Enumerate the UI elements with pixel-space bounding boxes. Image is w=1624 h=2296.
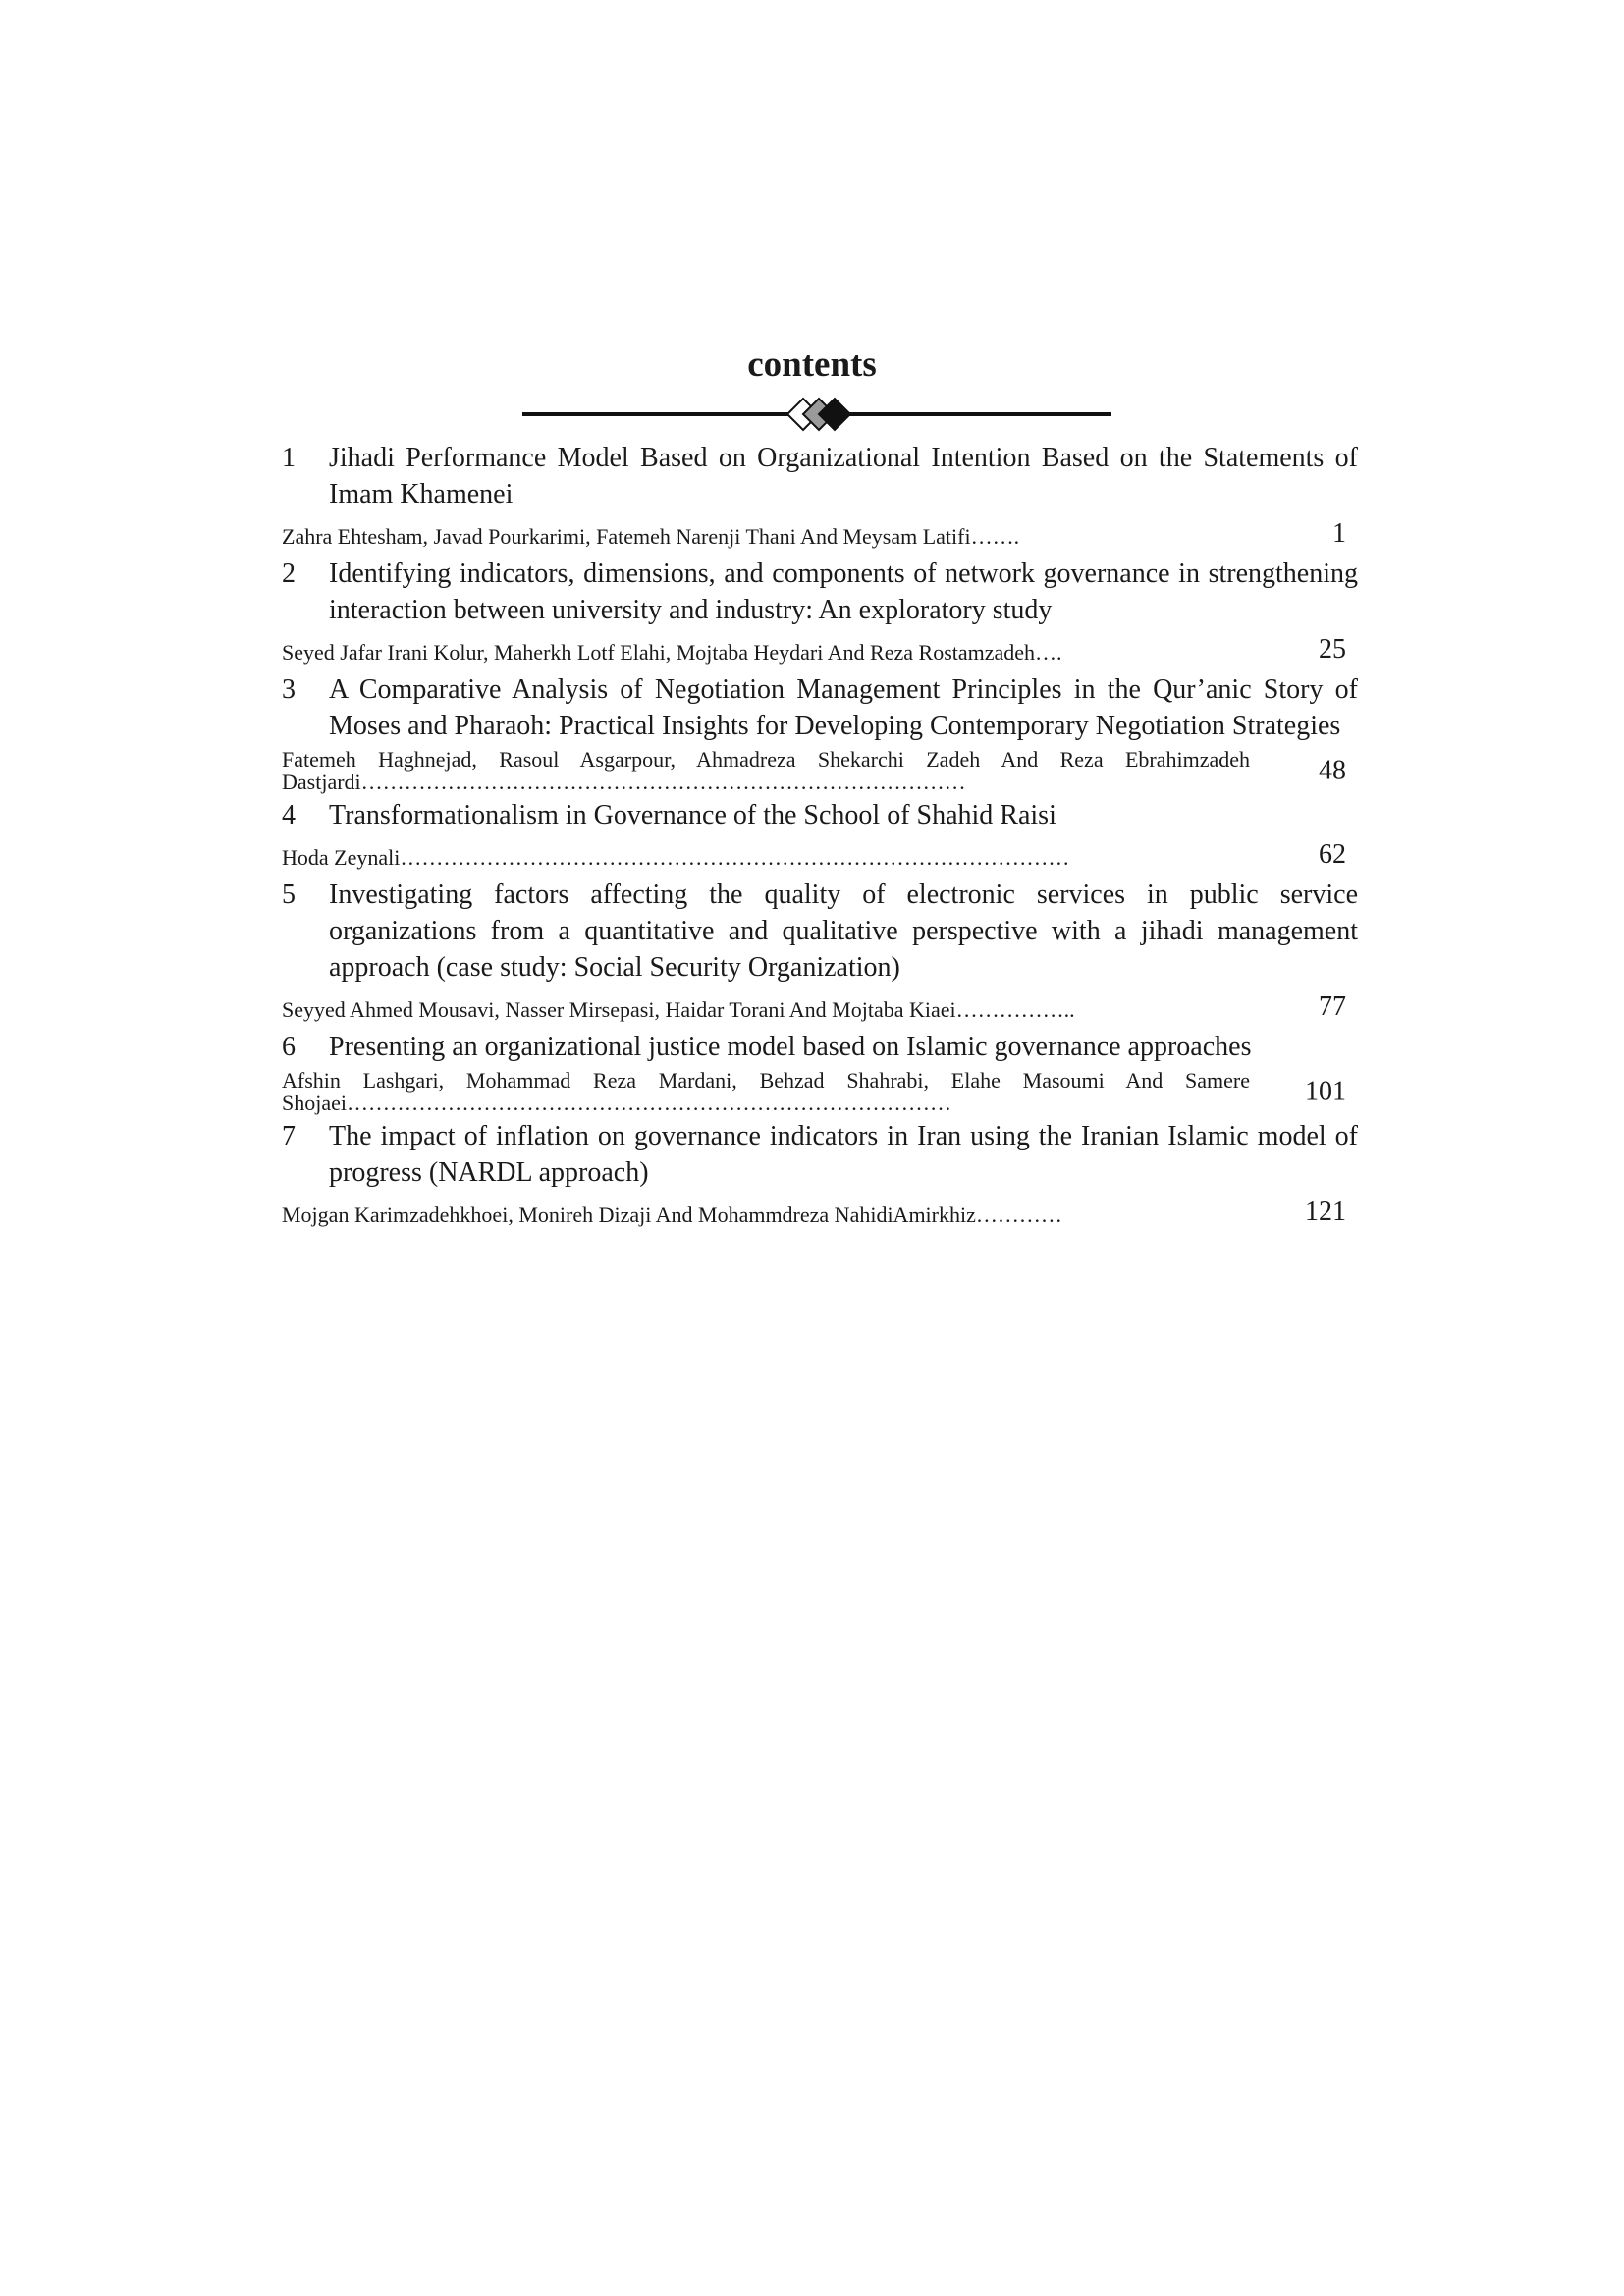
- entry-authors: Hoda Zeynali…………………………………………………………………………………: [282, 845, 1070, 870]
- entry-page-number: 101: [1305, 1076, 1346, 1107]
- entry-title-text: Investigating factors affecting the quality of electronic services in public service organizations from a quantitative and qualitative perspective with a jihadi management approach (case study: Social Security Organization): [329, 880, 1358, 983]
- entry-title-text: Presenting an organizational justice model based on Islamic governance approaches: [329, 1032, 1252, 1062]
- entry-authors-row: [282, 986, 1358, 1029]
- entry-title: [282, 877, 1358, 986]
- entry-number: 7: [282, 1121, 296, 1151]
- entry-authors-row: [282, 512, 1358, 556]
- toc-entry-4[interactable]: [282, 797, 1358, 877]
- entry-number: 2: [282, 559, 296, 589]
- entry-authors-row: [282, 1191, 1358, 1234]
- entry-authors: Seyyed Ahmed Mousavi, Nasser Mirsepasi, Haidar Torani And Mojtaba Kiaei……………..: [282, 997, 1075, 1022]
- entry-title: [282, 797, 1358, 833]
- entry-page-number: 77: [1319, 991, 1346, 1022]
- entry-authors: Zahra Ehtesham, Javad Pourkarimi, Fatemeh Narenji Thani And Meysam Latifi…….: [282, 524, 1020, 549]
- entry-title: [282, 556, 1358, 628]
- toc-entry-2[interactable]: [282, 556, 1358, 671]
- entry-number: 5: [282, 880, 296, 910]
- toc-entry-5[interactable]: [282, 877, 1358, 1029]
- entry-number: 3: [282, 674, 296, 705]
- entry-title: [282, 440, 1358, 512]
- entry-authors: Seyed Jafar Irani Kolur, Maherkh Lotf Elahi, Mojtaba Heydari And Reza Rostamzadeh….: [282, 640, 1062, 665]
- entry-authors: Afshin Lashgari, Mohammad Reza Mardani, Behzad Shahrabi, Elahe Masoumi And Samere Shojaei…………………………………………………………………………: [282, 1068, 1250, 1115]
- entry-number: 4: [282, 800, 296, 830]
- entry-title: [282, 671, 1358, 744]
- entry-authors-row: [282, 1065, 1358, 1118]
- entry-number: 6: [282, 1032, 296, 1062]
- table-of-contents: [282, 440, 1358, 1234]
- entry-title-text: Identifying indicators, dimensions, and components of network governance in strengthening interaction between university and industry: An exploratory study: [329, 559, 1358, 625]
- entry-title-text: Jihadi Performance Model Based on Organizational Intention Based on the Statements of Imam Khamenei: [329, 443, 1358, 509]
- entry-authors-row: [282, 744, 1358, 797]
- entry-page-number: 1: [1332, 518, 1346, 549]
- entry-title: [282, 1029, 1358, 1065]
- entry-page-number: 121: [1305, 1197, 1346, 1227]
- entry-title-text: A Comparative Analysis of Negotiation Management Principles in the Qur’anic Story of Moses and Pharaoh: Practical Insights for Developing Contemporary Negotiation Strategies: [329, 674, 1358, 741]
- entry-title: [282, 1118, 1358, 1191]
- page-title: contents: [747, 345, 877, 385]
- entry-page-number: 25: [1319, 634, 1346, 665]
- toc-entry-3[interactable]: [282, 671, 1358, 797]
- entry-page-number: 62: [1319, 839, 1346, 870]
- title-ornament: [522, 394, 1111, 435]
- entry-authors-row: [282, 833, 1358, 877]
- entry-authors-row: [282, 628, 1358, 671]
- entry-page-number: 48: [1319, 755, 1346, 786]
- entry-title-text: Transformationalism in Governance of the School of Shahid Raisi: [329, 800, 1056, 830]
- entry-number: 1: [282, 443, 296, 473]
- entry-authors: Fatemeh Haghnejad, Rasoul Asgarpour, Ahmadreza Shekarchi Zadeh And Reza Ebrahimzadeh Dastjardi…………………………………………………………………………: [282, 747, 1250, 794]
- toc-entry-1[interactable]: [282, 440, 1358, 556]
- entry-title-text: The impact of inflation on governance indicators in Iran using the Iranian Islamic model of progress (NARDL approach): [329, 1121, 1358, 1188]
- toc-entry-6[interactable]: [282, 1029, 1358, 1118]
- entry-authors: Mojgan Karimzadehkhoei, Monireh Dizaji And Mohammdreza NahidiAmirkhiz…………: [282, 1202, 1062, 1227]
- toc-entry-7[interactable]: [282, 1118, 1358, 1234]
